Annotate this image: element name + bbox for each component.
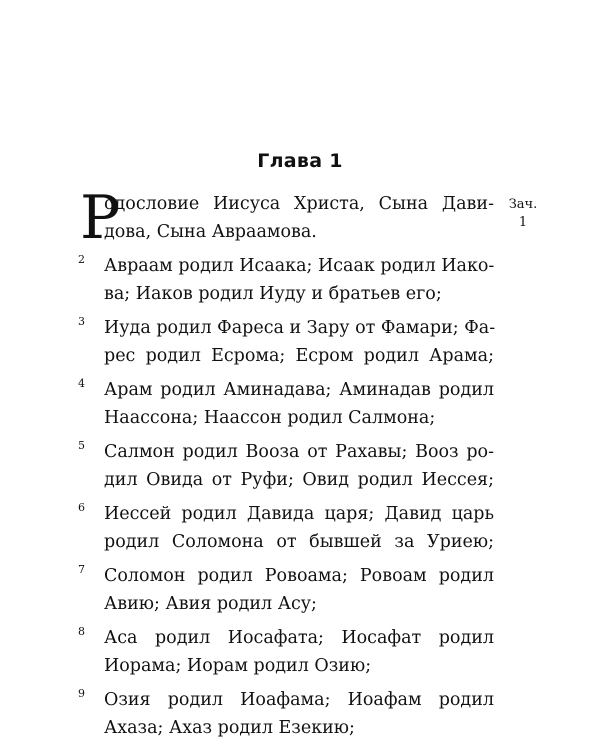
verse-line: Ахаза; Ахаз родил Езекию; <box>104 718 355 738</box>
verse-line: дова, Сына Авраамова. <box>104 222 317 242</box>
verse-7 <box>78 562 498 618</box>
verse-number: 9 <box>78 687 85 700</box>
verse-number: 3 <box>78 315 85 328</box>
verse-number: 4 <box>78 377 85 390</box>
verse-line: родил Соломона от бывшей за Уриею; <box>104 532 494 552</box>
verse-3 <box>78 314 498 370</box>
verse-line: Иессей родил Давида царя; Давид царь <box>104 504 494 524</box>
verse-line: рес родил Есрома; Есром родил Арама; <box>104 346 494 366</box>
chapter-title: Глава 1 <box>257 150 343 172</box>
verse-number: 2 <box>78 253 85 266</box>
verse-number: 8 <box>78 625 85 638</box>
verse-line: Соломон родил Ровоама; Ровоам родил <box>104 566 494 586</box>
verse-5 <box>78 438 498 494</box>
drop-cap: Р <box>80 183 121 253</box>
verse-line: дил Овида от Руфи; Овид родил Иессея; <box>104 470 494 490</box>
verse-6 <box>78 500 498 556</box>
verse-line: Озия родил Иоафама; Иоафам родил <box>104 690 494 710</box>
verse-line: Авию; Авия родил Асу; <box>104 594 317 614</box>
verse-8 <box>78 624 498 680</box>
verse-line: Арам родил Аминадава; Аминадав родил <box>104 380 494 400</box>
verse-line: одословие Иисуса Христа, Сына Дави- <box>104 194 494 214</box>
verse-line: Салмон родил Вооза от Рахавы; Вооз ро- <box>104 442 494 462</box>
reading-marker <box>493 196 553 232</box>
verse-line: Авраам родил Исаака; Исаак родил Иако- <box>104 256 495 276</box>
verse-line: Наассона; Наассон родил Салмона; <box>104 408 436 428</box>
verse-number: 5 <box>78 439 85 452</box>
verse-2 <box>78 252 498 308</box>
verse-number: 6 <box>78 501 85 514</box>
verse-line: Иорама; Иорам родил Озию; <box>104 656 372 676</box>
reading-marker-label: Зач. <box>508 197 538 212</box>
verse-line: ва; Иаков родил Иуду и братьев его; <box>104 284 442 304</box>
chapter-text <box>78 183 498 748</box>
verse-line: Аса родил Иосафата; Иосафат родил <box>104 628 494 648</box>
verse-line: Иуда родил Фареса и Зару от Фамари; Фа- <box>104 318 496 338</box>
reading-marker-number: 1 <box>518 215 528 230</box>
verse-4 <box>78 376 498 432</box>
verse-1 <box>78 183 498 253</box>
verse-number: 7 <box>78 563 85 576</box>
verse-9 <box>78 686 498 742</box>
